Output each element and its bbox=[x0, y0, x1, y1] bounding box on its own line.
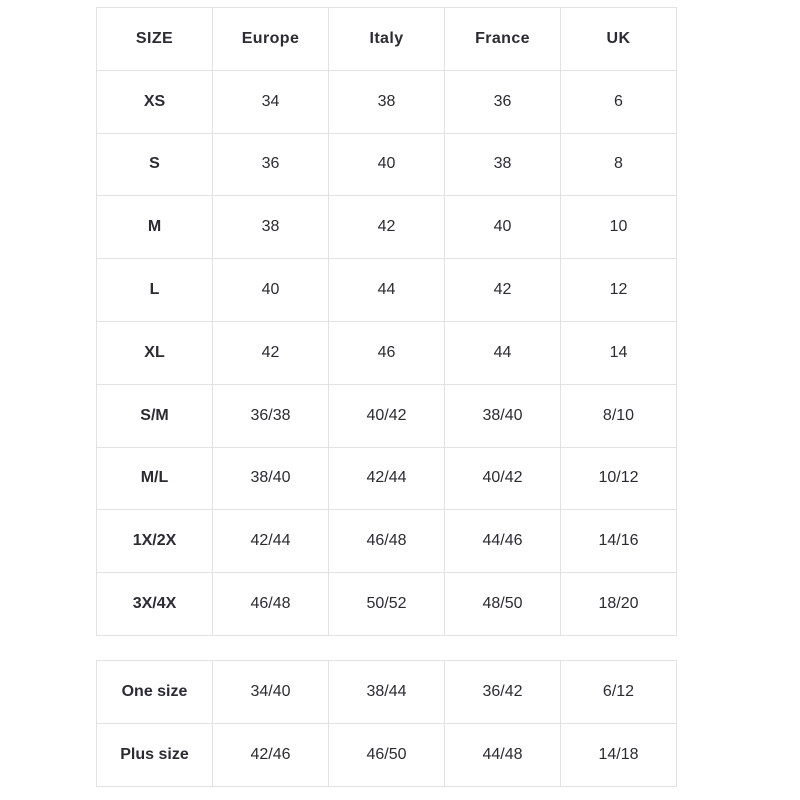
cell-france: 44 bbox=[445, 321, 561, 384]
cell-uk: 10 bbox=[561, 196, 677, 259]
cell-size: 3X/4X bbox=[97, 573, 213, 636]
cell-italy: 42/44 bbox=[329, 447, 445, 510]
cell-size: XL bbox=[97, 321, 213, 384]
cell-uk: 12 bbox=[561, 259, 677, 322]
table-row bbox=[97, 259, 677, 322]
cell-france: 36/42 bbox=[445, 661, 561, 724]
column-header-italy: Italy bbox=[329, 8, 445, 71]
cell-size: Plus size bbox=[97, 724, 213, 787]
cell-france: 42 bbox=[445, 259, 561, 322]
cell-europe: 46/48 bbox=[213, 573, 329, 636]
table-row bbox=[97, 447, 677, 510]
cell-uk: 6/12 bbox=[561, 661, 677, 724]
cell-france: 38/40 bbox=[445, 384, 561, 447]
cell-europe: 34 bbox=[213, 70, 329, 133]
table-row bbox=[97, 510, 677, 573]
cell-italy: 40/42 bbox=[329, 384, 445, 447]
table-row bbox=[97, 573, 677, 636]
cell-italy: 38/44 bbox=[329, 661, 445, 724]
cell-europe: 38 bbox=[213, 196, 329, 259]
cell-uk: 14/16 bbox=[561, 510, 677, 573]
cell-uk: 14 bbox=[561, 321, 677, 384]
cell-europe: 42/46 bbox=[213, 724, 329, 787]
one-size-conversion-table bbox=[96, 660, 677, 787]
cell-europe: 36/38 bbox=[213, 384, 329, 447]
cell-france: 40 bbox=[445, 196, 561, 259]
cell-uk: 18/20 bbox=[561, 573, 677, 636]
column-header-uk: UK bbox=[561, 8, 677, 71]
cell-italy: 46 bbox=[329, 321, 445, 384]
table-row bbox=[97, 724, 677, 787]
cell-france: 38 bbox=[445, 133, 561, 196]
table-row bbox=[97, 133, 677, 196]
cell-italy: 46/48 bbox=[329, 510, 445, 573]
cell-italy: 44 bbox=[329, 259, 445, 322]
cell-france: 44/48 bbox=[445, 724, 561, 787]
size-conversion-table bbox=[96, 7, 677, 636]
cell-europe: 40 bbox=[213, 259, 329, 322]
cell-size: M/L bbox=[97, 447, 213, 510]
cell-europe: 42/44 bbox=[213, 510, 329, 573]
cell-france: 40/42 bbox=[445, 447, 561, 510]
cell-size: L bbox=[97, 259, 213, 322]
cell-italy: 42 bbox=[329, 196, 445, 259]
cell-uk: 10/12 bbox=[561, 447, 677, 510]
table-body bbox=[97, 661, 677, 787]
table-row bbox=[97, 196, 677, 259]
table-row bbox=[97, 384, 677, 447]
cell-uk: 8/10 bbox=[561, 384, 677, 447]
cell-europe: 38/40 bbox=[213, 447, 329, 510]
cell-europe: 42 bbox=[213, 321, 329, 384]
table-row bbox=[97, 661, 677, 724]
cell-europe: 36 bbox=[213, 133, 329, 196]
cell-france: 48/50 bbox=[445, 573, 561, 636]
table-row bbox=[97, 321, 677, 384]
cell-italy: 46/50 bbox=[329, 724, 445, 787]
cell-europe: 34/40 bbox=[213, 661, 329, 724]
table-body bbox=[97, 70, 677, 635]
cell-italy: 38 bbox=[329, 70, 445, 133]
column-header-size: SIZE bbox=[97, 8, 213, 71]
cell-uk: 8 bbox=[561, 133, 677, 196]
cell-uk: 14/18 bbox=[561, 724, 677, 787]
table-header bbox=[97, 8, 677, 71]
cell-france: 44/46 bbox=[445, 510, 561, 573]
cell-size: S bbox=[97, 133, 213, 196]
table-row bbox=[97, 70, 677, 133]
cell-size: XS bbox=[97, 70, 213, 133]
cell-size: M bbox=[97, 196, 213, 259]
table-header-row bbox=[97, 8, 677, 71]
cell-uk: 6 bbox=[561, 70, 677, 133]
column-header-europe: Europe bbox=[213, 8, 329, 71]
cell-italy: 40 bbox=[329, 133, 445, 196]
cell-size: S/M bbox=[97, 384, 213, 447]
cell-france: 36 bbox=[445, 70, 561, 133]
cell-italy: 50/52 bbox=[329, 573, 445, 636]
column-header-france: France bbox=[445, 8, 561, 71]
cell-size: 1X/2X bbox=[97, 510, 213, 573]
cell-size: One size bbox=[97, 661, 213, 724]
